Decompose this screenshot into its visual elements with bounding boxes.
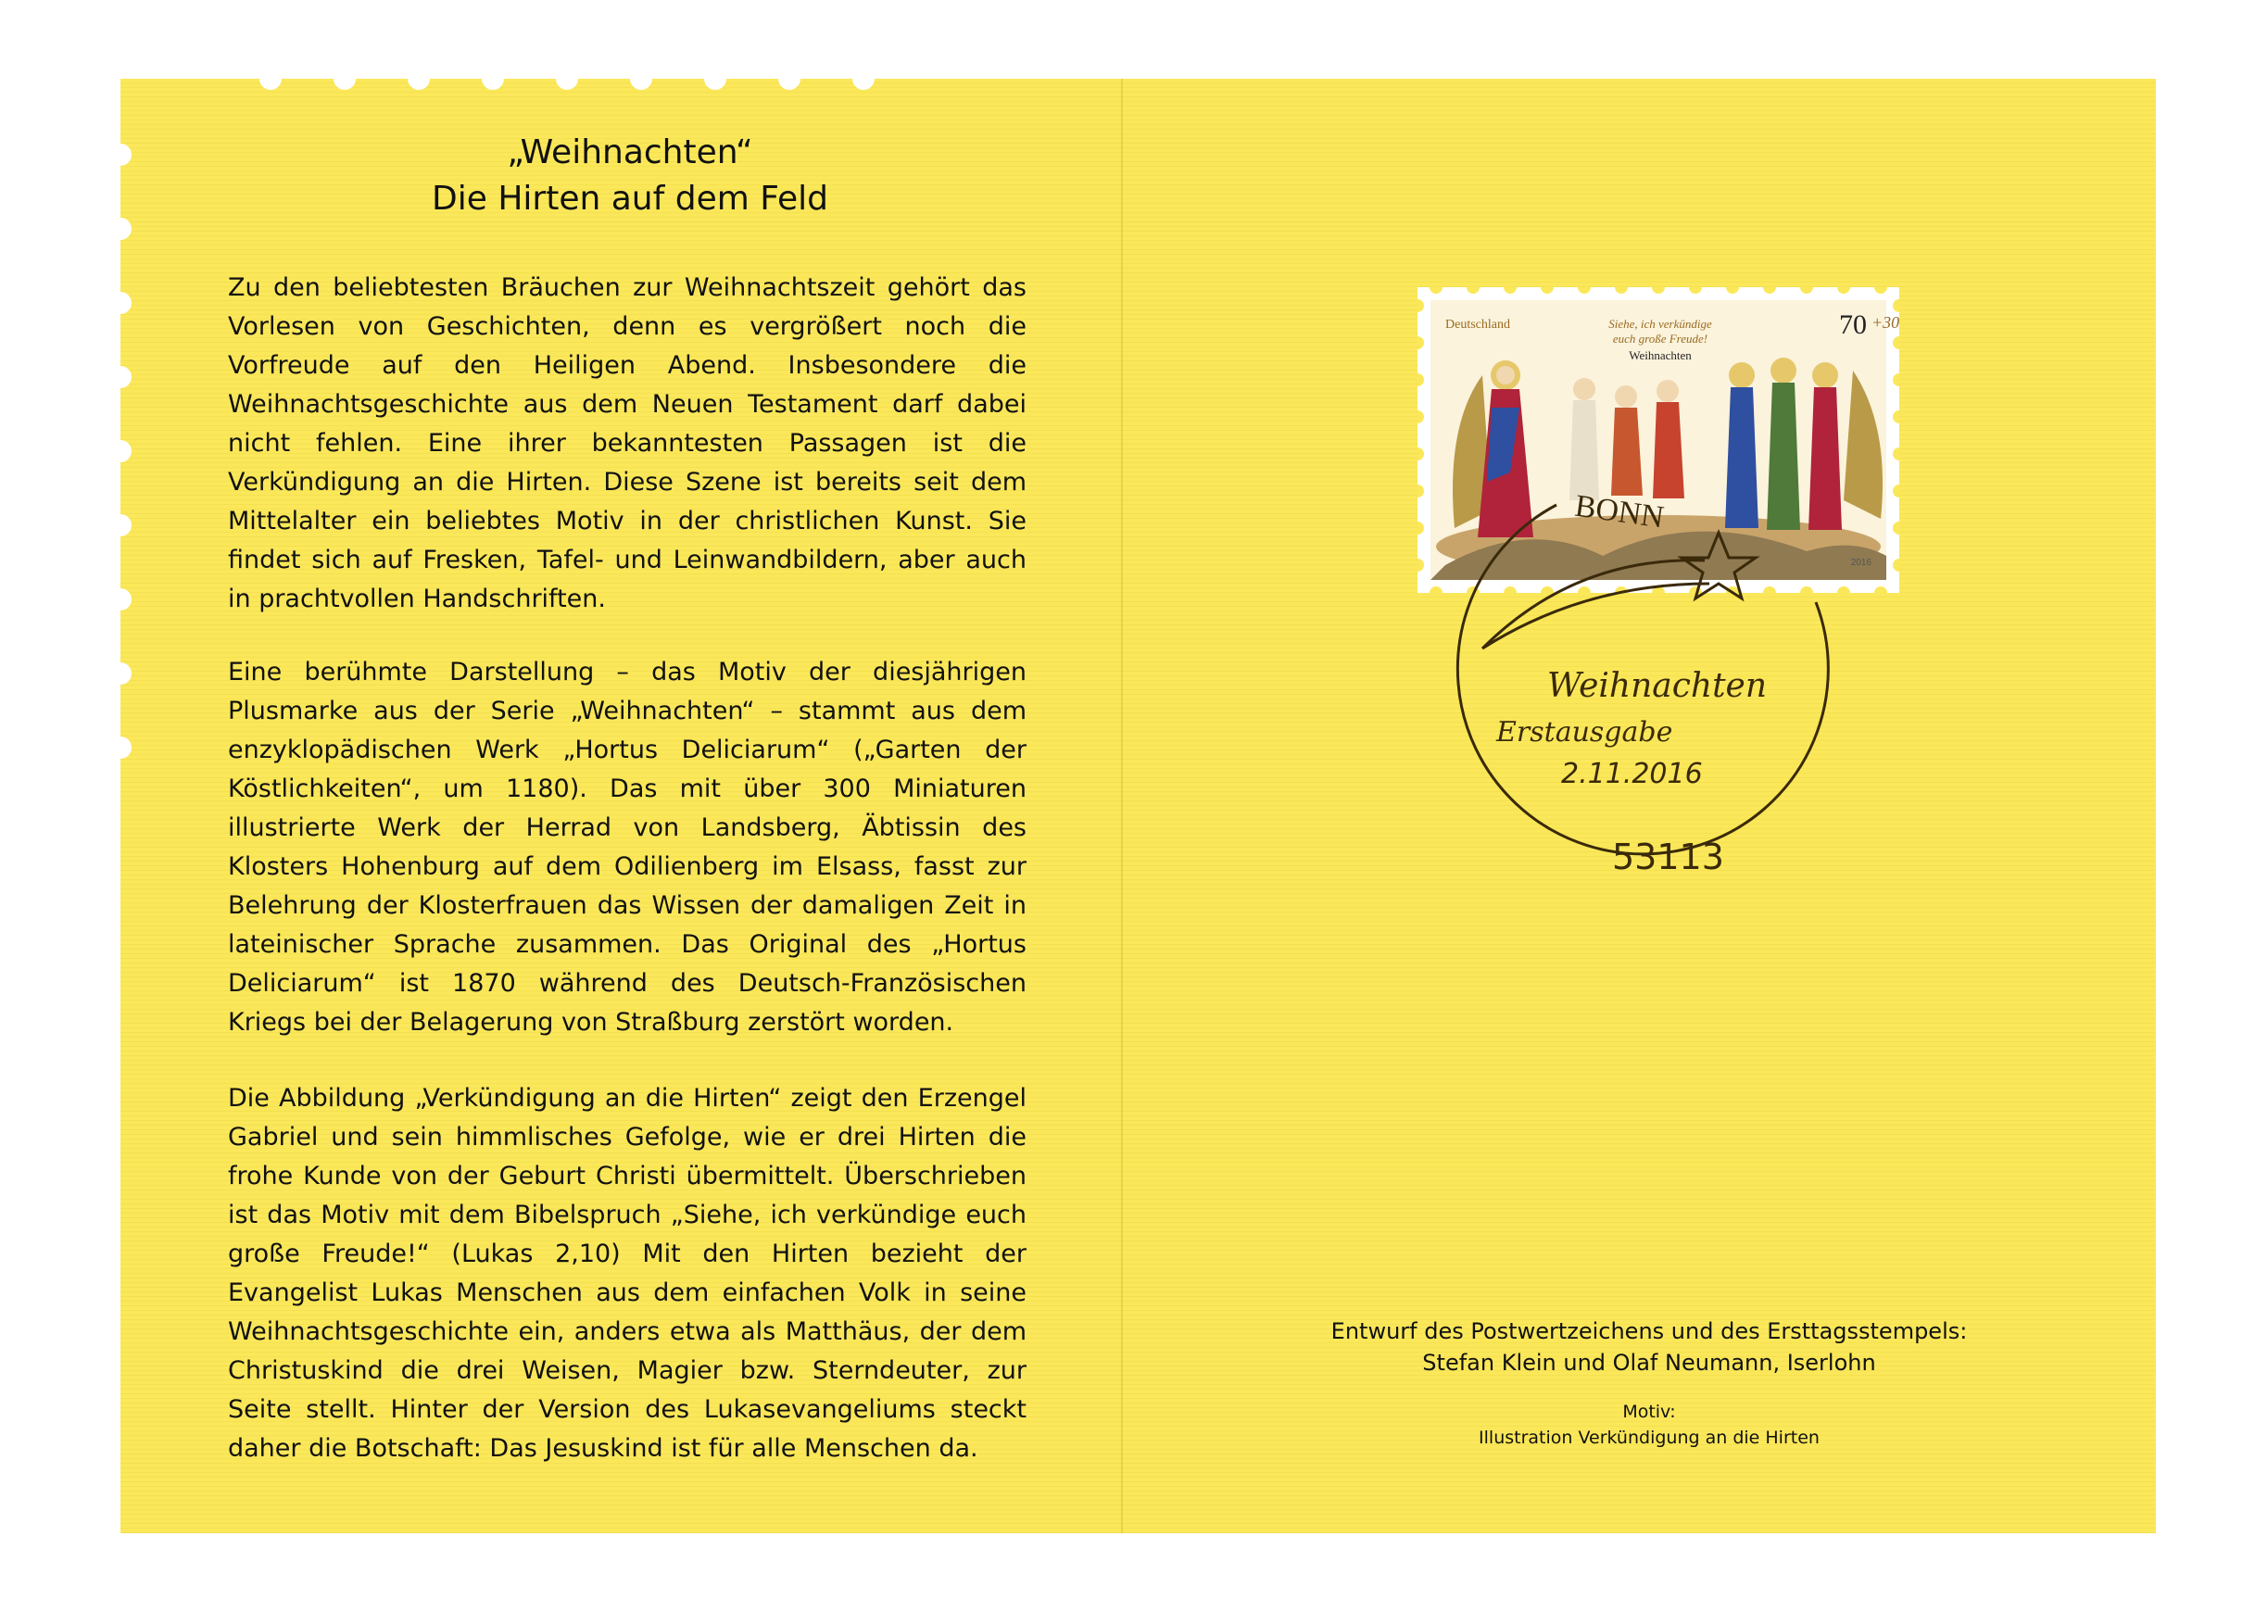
stamp-country: Deutschland xyxy=(1445,318,1510,332)
stamp-quote-2: euch große Freude! xyxy=(1612,332,1708,346)
paragraph-1: Zu den beliebtesten Bräuchen zur Weihnachtszeit gehört das Vorlesen von Geschichten, denn es vergrößert noch die Vorfreude auf den Heiligen Abend. Insbesondere die Weihnachtsgeschichte aus dem Neuen Testament darf dabei nicht fehlen. Eine ihrer bekanntesten Passagen ist die Verkündigung an die Hirten. Diese Szene ist bereits seit dem Mittelalter ein beliebtes Motiv in der christlichen Kunst. Sie findet sich auf Fresken, Tafel- und Leinwandbildern, aber auch in prachtvollen Handschriften. xyxy=(228,273,1027,613)
stamp-year: 2016 xyxy=(1850,558,1871,568)
postmark-city: BONN xyxy=(1572,488,1667,535)
comet-tail-outer xyxy=(1482,560,1705,648)
stamp-surcharge: +30 xyxy=(1871,313,1899,332)
designers: Stefan Klein und Olaf Neumann, Iserlohn xyxy=(1422,1350,1876,1376)
title-line-2: Die Hirten auf dem Feld xyxy=(432,180,828,218)
perforation-top xyxy=(259,68,908,90)
comet-tail-inner xyxy=(1482,584,1709,648)
motif: Illustration Verkündigung an die Hirten xyxy=(1479,1428,1820,1448)
stamp-value: 70 xyxy=(1839,309,1867,340)
stamp-series: Weihnachten xyxy=(1629,348,1692,362)
title-line-1: „Weihnachten“ xyxy=(507,133,753,171)
postmark-date: 2.11.2016 xyxy=(1561,758,1703,790)
perforation-left xyxy=(109,144,132,792)
first-day-postmark xyxy=(1408,482,1890,899)
postmark-subtitle: Erstausgabe xyxy=(1496,716,1673,749)
postmark-postcode: 53113 xyxy=(1612,837,1724,877)
postmark-event: Weihnachten xyxy=(1547,667,1768,705)
fold-line xyxy=(1121,79,1123,1533)
paragraph-2: Eine berühmte Darstellung – das Motiv der diesjährigen Plusmarke aus der Serie „Weihnachten“ – stammt aus dem enzyklopädischen Werk „Hortus Deliciarum“ („Garten der Köstlichkeiten“, um 1180). Das mit über 300 Miniaturen illustrierte Werk der Herrad von Landsberg, Äbtissin des Klosters Hohenburg auf dem Odilienberg im Elsass, fasst zur Belehrung der Klosterfrauen das Wissen der damaligen Zeit in lateinischer Sprache zusammen. Das Original des „Hortus Deliciarum“ ist 1870 während des Deutsch-Französischen Kriegs bei der Belagerung von Straßburg zerstört worden. xyxy=(228,658,1027,1037)
star-icon xyxy=(1682,533,1756,598)
page-title xyxy=(278,130,982,222)
motif-label: Motiv: xyxy=(1622,1402,1676,1422)
stamp-quote-1: Siehe, ich verkündige xyxy=(1608,317,1712,331)
design-label: Entwurf des Postwertzeichens und des Ersttagsstempels: xyxy=(1330,1318,1968,1344)
credits xyxy=(1279,1316,2020,1451)
paragraph-3: Die Abbildung „Verkündigung an die Hirten“ zeigt den Erzengel Gabriel und sein himmlisches Gefolge, wie er drei Hirten die frohe Kunde von der Geburt Christi übermittelt. Überschrieben ist das Motiv mit dem Bibelspruch „Siehe, ich verkündige euch große Freude!“ (Lukas 2,10) Mit den Hirten bezieht der Evangelist Lukas Menschen aus dem einfachen Volk in seine Weihnachtsgeschichte ein, anders etwa als Matthäus, der dem Christuskind die drei Weisen, Magier bzw. Sterndeuter, zur Seite stellt. Hinter der Version des Lukasevangeliums steckt daher die Botschaft: Das Jesuskind ist für alle Menschen da. xyxy=(228,1084,1027,1463)
